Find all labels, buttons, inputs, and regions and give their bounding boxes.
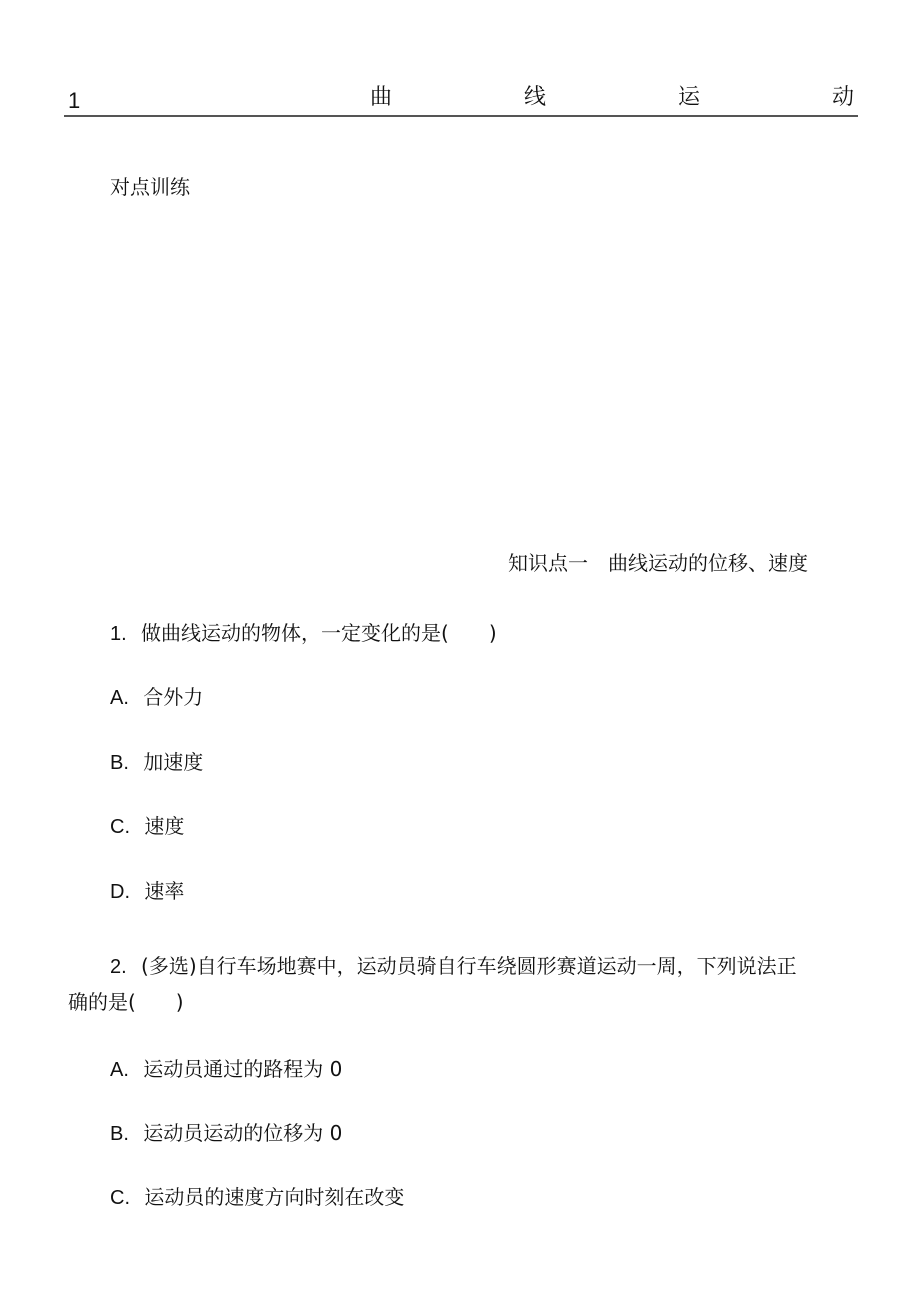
q1-option-c — [110, 812, 184, 841]
option-text: 速度 — [144, 814, 185, 838]
page-number: 1 — [68, 88, 81, 113]
option-letter: D. — [110, 881, 130, 903]
option-text: 速率 — [144, 879, 185, 903]
title-char-4: 动 — [832, 85, 855, 110]
question-2 — [110, 952, 797, 981]
title-char-2: 线 — [524, 85, 547, 110]
q2-option-a — [110, 1055, 342, 1084]
option-text: 加速度 — [143, 750, 204, 774]
option-letter: C. — [110, 816, 130, 838]
knowledge-point-heading: 知识点一 曲线运动的位移、速度 — [508, 551, 808, 575]
title-char-1: 曲 — [370, 85, 393, 110]
section-label: 对点训练 — [110, 175, 190, 199]
question-1-stem: 做曲线运动的物体，一定变化的是( ) — [141, 621, 497, 645]
q1-option-a — [110, 683, 203, 712]
option-letter: C. — [110, 1187, 130, 1209]
q1-option-b — [110, 748, 203, 777]
question-1 — [110, 619, 497, 648]
option-letter: A. — [110, 1059, 129, 1081]
title-char-3: 运 — [678, 85, 701, 110]
q1-option-d — [110, 877, 184, 906]
option-text: 运动员通过的路程为 0 — [143, 1057, 343, 1081]
option-text: 运动员运动的位移为 0 — [143, 1121, 343, 1145]
question-1-number: 1. — [110, 623, 127, 645]
option-letter: B. — [110, 1123, 129, 1145]
option-letter: A. — [110, 687, 129, 709]
q2-option-c — [110, 1183, 404, 1212]
q2-option-b — [110, 1119, 342, 1148]
option-text: 运动员的速度方向时刻在改变 — [144, 1185, 405, 1209]
question-2-stem-line2: 确的是( ) — [68, 990, 184, 1014]
question-2-number: 2. — [110, 956, 127, 978]
header-rule — [64, 115, 858, 117]
option-letter: B. — [110, 752, 129, 774]
question-2-stem-line1: (多选)自行车场地赛中，运动员骑自行车绕圆形赛道运动一周，下列说法正 — [141, 954, 797, 978]
option-text: 合外力 — [143, 685, 204, 709]
